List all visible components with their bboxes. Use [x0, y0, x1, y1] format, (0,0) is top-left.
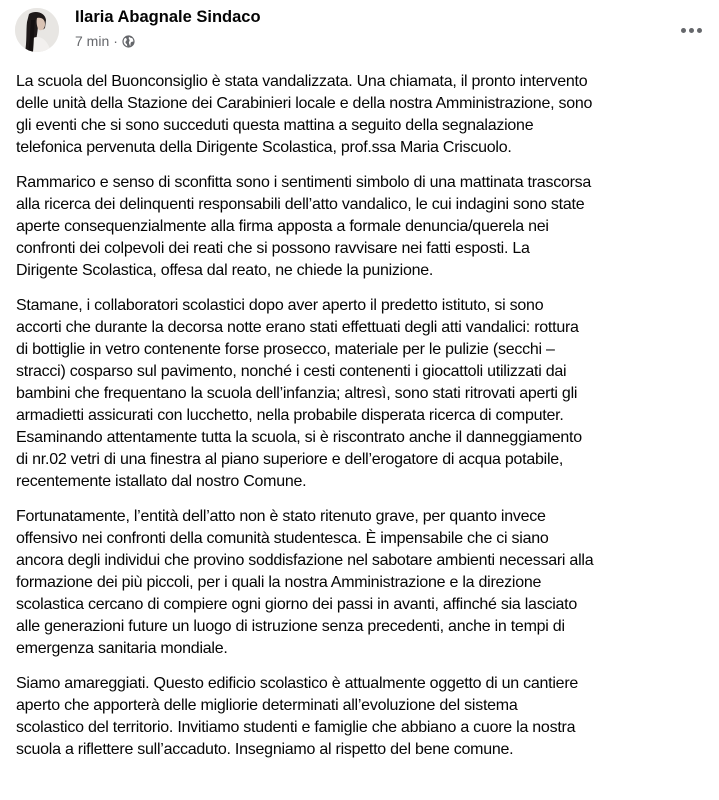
post-paragraph	[16, 172, 716, 282]
meta-separator: ·	[113, 33, 118, 49]
more-options-dot	[689, 28, 694, 33]
text-line: scuola a riflettere sull’accaduto. Insegniamo al rispetto del bene comune.	[16, 741, 514, 758]
text-line: formazione dei più piccoli, per i quali la nostra Amministrazione e la direzione	[16, 574, 542, 591]
post-time[interactable]: 7 min	[75, 33, 110, 49]
post-paragraph	[16, 71, 716, 159]
text-line: offensivo nei confronti della comunità studentesca. È impensabile che ci siano	[16, 530, 549, 547]
text-line: La scuola del Buonconsiglio è stata vandalizzata. Una chiamata, il pronto intervento	[16, 73, 588, 90]
text-line: bambini che frequentano la scuola dell’infanzia; altresì, sono stati ritrovati aperti gli	[16, 385, 578, 402]
text-line: Siamo amareggiati. Questo edificio scolastico è attualmente oggetto di un cantiere	[16, 675, 579, 692]
text-line: Fortunatamente, l’entità dell’atto non è stato ritenuto grave, per quanto invece	[16, 508, 546, 525]
text-line: ancora degli individui che provino soddisfazione nel sabotare ambienti necessari alla	[16, 552, 594, 569]
text-line: gli eventi che si sono succeduti questa mattina a seguito della segnalazione	[16, 117, 534, 134]
text-line: emergenza sanitaria mondiale.	[16, 640, 228, 657]
globe-icon[interactable]	[122, 35, 135, 48]
avatar[interactable]	[15, 8, 59, 52]
post-paragraph	[16, 506, 716, 660]
avatar-photo	[15, 8, 59, 52]
post-paragraph	[16, 673, 716, 761]
post-header	[0, 0, 719, 62]
more-options-dot	[697, 28, 702, 33]
text-line: alle generazioni future un luogo di istruzione senza precedenti, anche in tempi di	[16, 618, 565, 635]
post-paragraph	[16, 295, 716, 493]
text-line: di bottiglie in vetro contenente forse prosecco, materiale per le pulizie (secchi –	[16, 341, 555, 358]
post-meta	[75, 33, 135, 49]
text-line: Dirigente Scolastica, offesa dal reato, ne chiede la punizione.	[16, 262, 434, 279]
text-line: alla ricerca dei delinquenti responsabili dell’atto vandalico, le cui indagini sono state	[16, 196, 585, 213]
text-line: Stamane, i collaboratori scolastici dopo aver aperto il predetto istituto, si sono	[16, 297, 544, 314]
post-body	[16, 71, 716, 774]
text-line: aperte consequenzialmente alla firma apposta a formale denuncia/querela nei	[16, 218, 549, 235]
text-line: confronti dei colpevoli dei reati che si possono ravvisare nei fatti esposti. La	[16, 240, 530, 257]
text-line: scolastica cercano di compiere ogni giorno dei passi in avanti, affinché sia lasciato	[16, 596, 577, 613]
text-line: delle unità della Stazione dei Carabinieri locale e della nostra Amministrazione, sono	[16, 95, 593, 112]
author-name[interactable]: Ilaria Abagnale Sindaco	[75, 8, 261, 26]
more-options-button[interactable]	[673, 18, 709, 42]
text-line: stracci) cosparso sul pavimento, nonché i cesti contenenti i giocattoli utilizzati dai	[16, 363, 567, 380]
more-options-icon	[681, 28, 686, 33]
text-line: di nr.02 vetri di una finestra al piano superiore e dell’erogatore di acqua potabile,	[16, 451, 564, 468]
text-line: Esaminando attentamente tutta la scuola, si è riscontrato anche il danneggiamento	[16, 429, 582, 446]
text-line: scolastico del territorio. Invitiamo studenti e famiglie che abbiano a cuore la nostra	[16, 719, 576, 736]
text-line: aperto che apporterà delle migliorie determinati all’evoluzione del sistema	[16, 697, 518, 714]
text-line: telefonica pervenuta della Dirigente Scolastica, prof.ssa Maria Criscuolo.	[16, 139, 512, 156]
text-line: recentemente istallato dal nostro Comune.	[16, 473, 307, 490]
text-line: accorti che durante la decorsa notte erano stati effettuati degli atti vandalici: rottura	[16, 319, 579, 336]
text-line: armadietti assicurati con lucchetto, nella probabile disperata ricerca di computer.	[16, 407, 564, 424]
text-line: Rammarico e senso di sconfitta sono i sentimenti simbolo di una mattinata trascorsa	[16, 174, 592, 191]
